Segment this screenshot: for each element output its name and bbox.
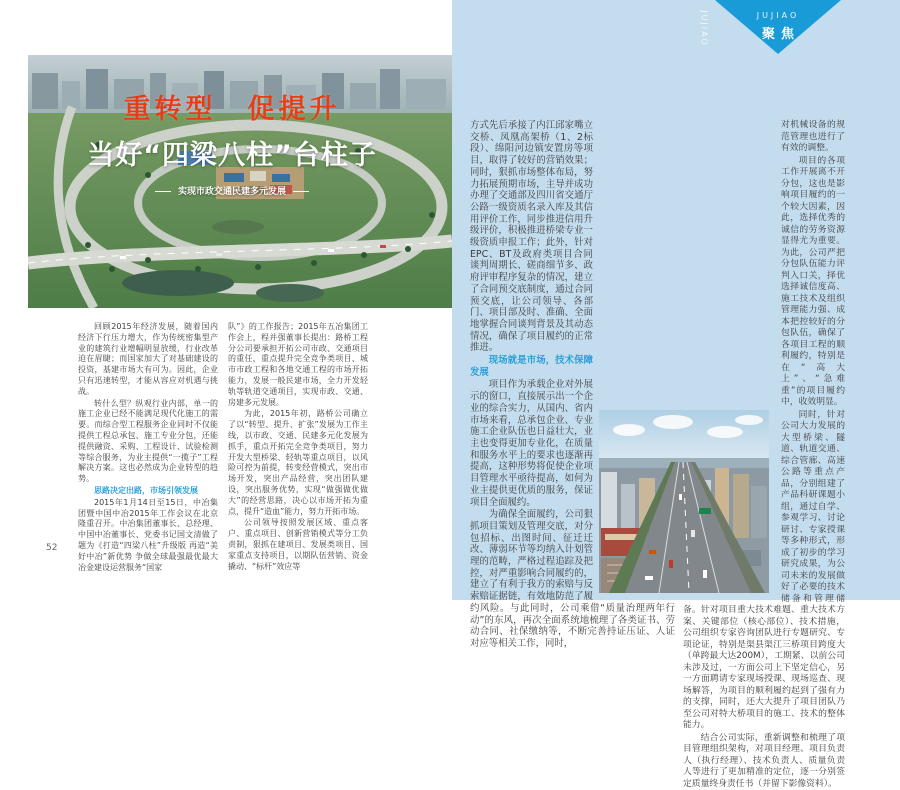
paragraph: 项目的各项工作开展离不开分包，这也是影响项目履约的一个较大因素，因此，选择优秀的诚信的劳务资源显得尤为重要。为此，公司严把分包队伍能力评判入口关，择优选择诚信度高、施工技术及组织管理能力强、成本把控较好的分包队伍，确保了各项目工程的顺利履约，特别是在“高大上”、“急难重”的项目履约中，收效明显。 [683, 156, 845, 409]
subtitle-right-rule [293, 191, 309, 192]
paragraph: 队”》的工作报告；2015年五冶集团工作会上，程并强董事长提出：路桥工程分公司要承担开拓公司市政、交通项目的重任，重点提升完全竞争类项目、城市市政工程和各地交通工程的市场开拓能力，发展一般民建市场，全力开发轻轨等轨道交通项目，实现市政、交通、房建多元发展。 [228, 322, 368, 408]
hero-headline [36, 87, 428, 197]
hero-photo [28, 55, 452, 308]
left-page-column-2 [228, 322, 368, 572]
paragraph: 对机械设备的规范管理也进行了有效的调整。 [683, 120, 845, 155]
paragraph: 转什么型？纵观行业内部，单一的施工企业已经不能满足现代化施工的需要。而综合型工程服务企业同时不仅能提供工程总承包、施工专业分包，还能提供融资、采购、工程设计、试验检测等综合服务，为业主提供“一揽子”工程解决方案。这也必然成为企业转型的趋势。 [78, 399, 218, 485]
paragraph: 结合公司实际，重新调整和梳理了项目管理组织架构，对项目经理、项目负责人（执行经理）、技术负责人、质量负责人等进行了更加精准的定位，逐一分别签定质量终身责任书（并留下影像资料）。 [683, 733, 845, 790]
article-subtitle-row [36, 184, 428, 197]
paragraph: 为确保全面履约，公司狠抓项目策划及管理交底，对分包招标、出图时间、征迁迁改、薄弱环节等均纳入计划管理的范畴，严格过程追踪及把控，对严重影响合同履约的，建立了有利于我方的索赔与反索赔证据链，有效地防范了履约风险。与此同时，公司乘借“质量治理两年行动”的东风，再次全面系统地梳理了各类证书、劳动合同、社保缴纳等，不断完善持证压证、人证对应等相关工作，同时， [470, 509, 675, 649]
badge-pinyin: JUJIAO [715, 11, 841, 20]
page-number: 52 [46, 543, 57, 553]
paragraph: 公司领导按照发展区域、重点客户、重点项目、创新营销模式等分工负责制，狠抓在建项目、发展类项目、国家重点支持项目，以期队伍营销、资金撬动、“标杆”效应等 [228, 518, 368, 572]
subtitle-left-rule [155, 191, 171, 192]
paragraph: 项目作为承载企业对外展示的窗口，直接展示出一个企业的综合实力，从国内、省内市场来看，总承包企业、专业施工企业队伍也日益壮大，业主也变得更加专业化，在质量和服务水平上的要求也逐渐再提高，这种形势将促使企业项目管理水平亟待提高，如何为业主提供更优质的服务，保证项目全面履约。 [470, 379, 675, 508]
article-title-line1: 重转型 促提升 [36, 87, 428, 126]
paragraph: 回顾2015年经济发展，随着国内经济下行压力增大，作为传统密集型产业的建筑行业增幅明显放缓，行业改革迫在眉睫；而国家加大了对基础建设的投资，基建市场大有可为。因此，企业只有迅速转型，才能从容应对机遇与挑战。 [78, 322, 218, 398]
section-heading: 现场就是市场，技术保障发展 [470, 355, 675, 378]
paragraph: 2015年1月14日至15日，中冶集团暨中国中冶2015年工作会议在北京隆重召开。中冶集团董事长、总经理、中国中冶董事长、党委书记国文清做了题为《打造“四梁八柱”升级版 再造“美好中冶”新优势 争做全球最强最优最大冶金建设运营服务“国家 [78, 498, 218, 574]
paragraph: 方式先后承接了内江邱家嘴立交桥、凤凰高架桥（1、2标段）、绵阳河边镇安置房等项目，取得了较好的营销效果；同时，狠抓市场整体布局，努力拓展预期市场，主导并成功办理了交通部及四川省交通厅公路一级资质名录入库及其信用评价工作，同步推进信用升级评价，积极推进桥梁专业一级资质申报工作；此外，针对EPC、BT及政府类项目合同谈判周期长、磋商细节多、政府评审程序复杂的情况，建立了合同预交底制度，通过合同预交底，让公司领导、各部门、项目部及时、准确、全面地掌握合同谈判背景及其动态情况，确保了项目履约的正常推进。 [470, 120, 675, 354]
paragraph: 为此，2015年初，路桥公司确立了以“转型、提升、扩张”发展为工作主线，以市政、交通、民建多元化发展为抓手，重点开拓完全竞争类项目，努力开发大型桥梁、轻轨等重点项目，以风险可控为前提，转变经营模式，突出市场开发，突出产品经营，突出团队建设，突出服务优势，实现“做强做优做大”的经营思路，决心以市场开拓为重点，提升“造血”能力，努力开拓市场。 [228, 409, 368, 517]
paragraph: 同时，针对公司大力发展的大型桥梁、隧道、轨道交通、综合管廊、高速公路等重点产品，分别组建了产品科研课题小组，通过自学、参观学习、讨论研讨、专家授课等多种形式，形成了初步的学习研究成果，为公司未来的发展做好了必要的技术储备和管理储备。针对项目重大技术难题、重大技术方案、关键部位（核心部位）、技术措施，公司组织专家咨询团队进行专题研究、专项论证，特别是渠县渠江三桥项目跨度大（单跨最大达200M），工期紧、以前公司未涉及过，一方面公司上下坚定信心，另一方面聘请专家现场授课、现场巡查、现场解答，为项目的顺利履约起到了强有力的支撑，同时，还大大提升了项目团队乃至公司对特大桥项目的施工、技术的整体能力。 [683, 410, 845, 732]
left-page-column-1 [78, 322, 218, 573]
city-photo-illustration [599, 410, 769, 593]
article-subtitle: 实现市政交通民建多元发展 [178, 187, 286, 197]
article-title-line2: 当好“四梁八柱”台柱子 [36, 133, 428, 172]
city-photo [599, 410, 769, 593]
badge-vertical-text: JUJIAO [700, 1, 709, 57]
section-heading: 思路决定出路，市场引领发展 [78, 486, 218, 497]
badge-label: 聚焦 [715, 23, 841, 42]
